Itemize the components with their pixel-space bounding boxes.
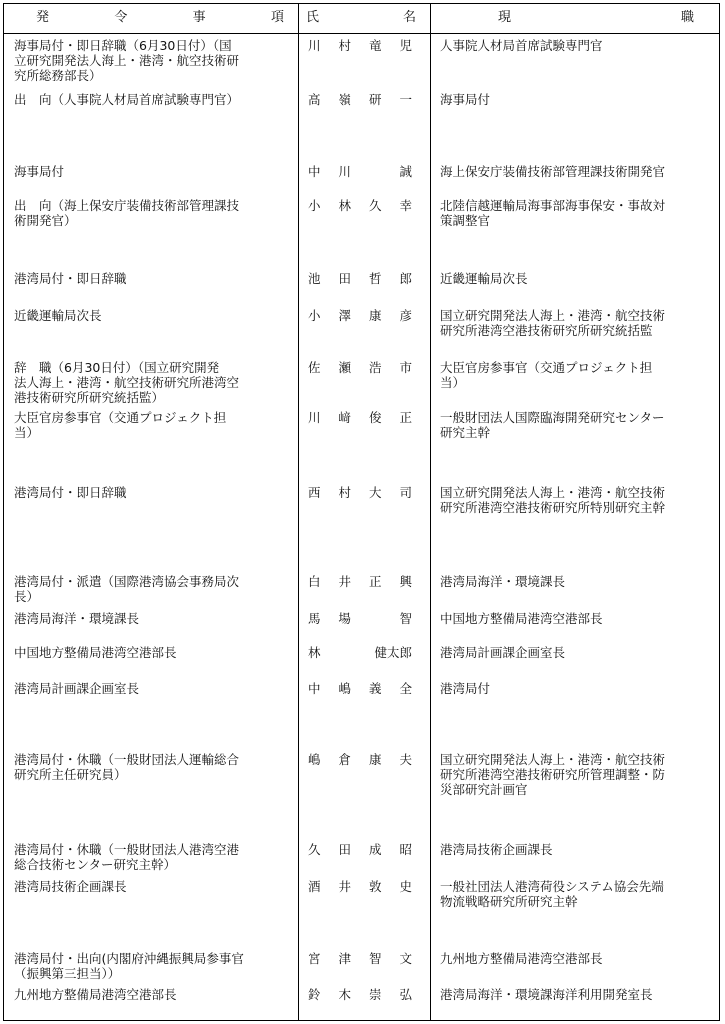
person-name bbox=[308, 951, 420, 966]
name-char: 井 bbox=[338, 574, 351, 589]
order-text: 中国地方整備局港湾空港部長 bbox=[14, 645, 177, 660]
name-char bbox=[369, 164, 382, 179]
person-name bbox=[308, 611, 420, 626]
current-post-text: 九州地方整備局港湾空港部長 bbox=[440, 951, 603, 966]
name-char: 康 bbox=[368, 308, 382, 323]
person-name bbox=[308, 92, 420, 107]
name-char: 正 bbox=[368, 574, 382, 589]
name-char: 林 bbox=[308, 645, 321, 660]
name-char: 郎 bbox=[399, 271, 412, 286]
name-char: 津 bbox=[338, 951, 351, 966]
name-char: 木 bbox=[338, 987, 351, 1002]
current-post-text: 港湾局海洋・環境課海洋利用開発室長 bbox=[440, 987, 653, 1002]
current-post-text: 海事局付 bbox=[440, 92, 491, 107]
name-char: 久 bbox=[308, 842, 321, 857]
order-text: 近畿運輸局次長 bbox=[14, 308, 102, 323]
name-char bbox=[352, 645, 365, 660]
name-char: 康 bbox=[368, 752, 382, 767]
name-char: 中 bbox=[308, 681, 321, 696]
current-post-text: 一般社団法人港湾荷役システム協会先端 物流戦略研究所研究主幹 bbox=[440, 879, 664, 909]
person-name bbox=[308, 38, 420, 53]
person-name bbox=[308, 574, 420, 589]
name-char: 嶋 bbox=[308, 752, 321, 767]
order-text: 港湾局付・出向(内閣府沖縄振興局参事官 （振興第三担当）） bbox=[14, 951, 244, 981]
name-char: 哲 bbox=[368, 271, 382, 286]
current-post-text: 国立研究開発法人海上・港湾・航空技術 研究所港湾空港技術研究所特別研究主幹 bbox=[440, 485, 666, 515]
name-char: 幸 bbox=[399, 198, 412, 213]
person-name bbox=[308, 164, 420, 179]
name-char: 正 bbox=[399, 410, 412, 425]
order-text: 港湾局技術企画課長 bbox=[14, 879, 127, 894]
name-char: 司 bbox=[399, 485, 412, 500]
order-text: 出 向（人事院人材局首席試験専門官） bbox=[14, 92, 240, 107]
current-post-text: 中国地方整備局港湾空港部長 bbox=[440, 611, 603, 626]
order-text: 辞 職（6月30日付）（国立研究開発 法人海上・港湾・航空技術研究所港湾空 港技術研究所研究統括監） bbox=[14, 360, 240, 405]
name-char: 嶋 bbox=[338, 681, 351, 696]
name-char: 村 bbox=[338, 485, 351, 500]
order-text: 港湾局付・即日辞職 bbox=[14, 485, 127, 500]
current-post-text: 北陸信越運輸局海事部海事保安・事故対 策調整官 bbox=[440, 198, 666, 228]
name-char: 倉 bbox=[338, 752, 351, 767]
name-char: 宮 bbox=[308, 951, 321, 966]
name-char: 成 bbox=[368, 842, 382, 857]
header-divider bbox=[3, 33, 720, 34]
name-char bbox=[330, 645, 343, 660]
order-text: 海事局付・即日辞職（6月30日付）（国 立研究開発法人海上・港湾・航空技術研 究所総務部長） bbox=[14, 38, 240, 83]
person-name bbox=[308, 752, 420, 767]
order-text: 大臣官房参事官（交通プロジェクト担 当） bbox=[14, 410, 227, 440]
person-name bbox=[308, 360, 420, 375]
order-text: 港湾局計画課企画室長 bbox=[14, 681, 140, 696]
name-char: 児 bbox=[399, 38, 412, 53]
name-char: 研 bbox=[368, 92, 382, 107]
name-char: 川 bbox=[308, 38, 321, 53]
current-post-text: 人事院人材局首席試験専門官 bbox=[440, 38, 603, 53]
person-name bbox=[308, 879, 420, 894]
name-char: 白 bbox=[308, 574, 321, 589]
name-char: 弘 bbox=[399, 987, 412, 1002]
column-divider bbox=[430, 3, 431, 1021]
name-char: 小 bbox=[308, 198, 321, 213]
name-char: 小 bbox=[308, 308, 321, 323]
person-name bbox=[308, 410, 420, 425]
current-post-text: 港湾局計画課企画室長 bbox=[440, 645, 566, 660]
current-post-text: 港湾局技術企画課長 bbox=[440, 842, 553, 857]
name-char: 嶺 bbox=[338, 92, 351, 107]
person-name bbox=[308, 198, 420, 213]
name-char: 市 bbox=[399, 360, 412, 375]
order-text: 海事局付 bbox=[14, 164, 65, 179]
current-post-text: 港湾局付 bbox=[440, 681, 491, 696]
header-name: 氏 名 bbox=[306, 10, 416, 25]
name-char: 村 bbox=[338, 38, 351, 53]
name-char: 智 bbox=[399, 611, 412, 626]
name-char: 瀬 bbox=[338, 360, 351, 375]
name-char: 崇 bbox=[368, 987, 382, 1002]
name-char: 佐 bbox=[308, 360, 321, 375]
name-char: 健太郎 bbox=[374, 645, 412, 660]
name-char: 澤 bbox=[338, 308, 351, 323]
person-name bbox=[308, 308, 420, 323]
person-name bbox=[308, 842, 420, 857]
name-char: 林 bbox=[338, 198, 351, 213]
person-name bbox=[308, 645, 420, 660]
person-name bbox=[308, 271, 420, 286]
current-post-text: 大臣官房参事官（交通プロジェクト担 当） bbox=[440, 360, 653, 390]
name-char: 久 bbox=[368, 198, 382, 213]
name-char: 田 bbox=[338, 271, 351, 286]
name-char: 敦 bbox=[368, 879, 382, 894]
person-name bbox=[308, 485, 420, 500]
order-text: 港湾局海洋・環境課長 bbox=[14, 611, 140, 626]
name-char: 﨑 bbox=[338, 410, 351, 425]
name-char: 史 bbox=[399, 879, 412, 894]
name-char: 川 bbox=[308, 410, 321, 425]
name-char: 興 bbox=[399, 574, 412, 589]
name-char: 大 bbox=[368, 485, 382, 500]
order-text: 港湾局付・休職（一般財団法人港湾空港 総合技術センター研究主幹） bbox=[14, 842, 240, 872]
name-char: 場 bbox=[338, 611, 351, 626]
name-char: 竜 bbox=[368, 38, 382, 53]
name-char: 昭 bbox=[399, 842, 412, 857]
name-char: 智 bbox=[368, 951, 382, 966]
order-text: 港湾局付・派遣（国際港湾協会事務局次 長） bbox=[14, 574, 240, 604]
order-text: 出 向（海上保安庁装備技術部管理課技 術開発官） bbox=[14, 198, 240, 228]
name-char: 俊 bbox=[368, 410, 382, 425]
current-post-text: 国立研究開発法人海上・港湾・航空技術 研究所港湾空港技術研究所管理調整・防 災部研究計画官 bbox=[440, 752, 666, 797]
name-char: 彦 bbox=[399, 308, 412, 323]
name-char: 西 bbox=[308, 485, 321, 500]
name-char: 文 bbox=[399, 951, 412, 966]
name-char: 馬 bbox=[308, 611, 321, 626]
current-post-text: 一般財団法人国際臨海開発研究センター 研究主幹 bbox=[440, 410, 665, 440]
name-char: 一 bbox=[399, 92, 412, 107]
name-char: 誠 bbox=[399, 164, 412, 179]
header-order: 発 令 事 項 bbox=[36, 10, 284, 25]
name-char: 鈴 bbox=[308, 987, 321, 1002]
name-char: 高 bbox=[308, 92, 321, 107]
column-divider bbox=[298, 3, 299, 1021]
name-char: 義 bbox=[368, 681, 382, 696]
order-text: 九州地方整備局港湾空港部長 bbox=[14, 987, 177, 1002]
name-char: 全 bbox=[399, 681, 412, 696]
name-char: 井 bbox=[338, 879, 351, 894]
header-current-post: 現 職 bbox=[498, 10, 694, 25]
name-char: 酒 bbox=[308, 879, 321, 894]
name-char: 川 bbox=[338, 164, 351, 179]
name-char: 夫 bbox=[399, 752, 412, 767]
current-post-text: 近畿運輸局次長 bbox=[440, 271, 528, 286]
name-char: 田 bbox=[338, 842, 351, 857]
current-post-text: 国立研究開発法人海上・港湾・航空技術 研究所港湾空港技術研究所研究統括監 bbox=[440, 308, 666, 338]
person-name bbox=[308, 987, 420, 1002]
person-name bbox=[308, 681, 420, 696]
name-char bbox=[369, 611, 382, 626]
current-post-text: 港湾局海洋・環境課長 bbox=[440, 574, 566, 589]
current-post-text: 海上保安庁装備技術部管理課技術開発官 bbox=[440, 164, 666, 179]
order-text: 港湾局付・休職（一般財団法人運輸総合 研究所主任研究員） bbox=[14, 752, 240, 782]
name-char: 池 bbox=[308, 271, 321, 286]
name-char: 浩 bbox=[368, 360, 382, 375]
name-char: 中 bbox=[308, 164, 321, 179]
order-text: 港湾局付・即日辞職 bbox=[14, 271, 127, 286]
